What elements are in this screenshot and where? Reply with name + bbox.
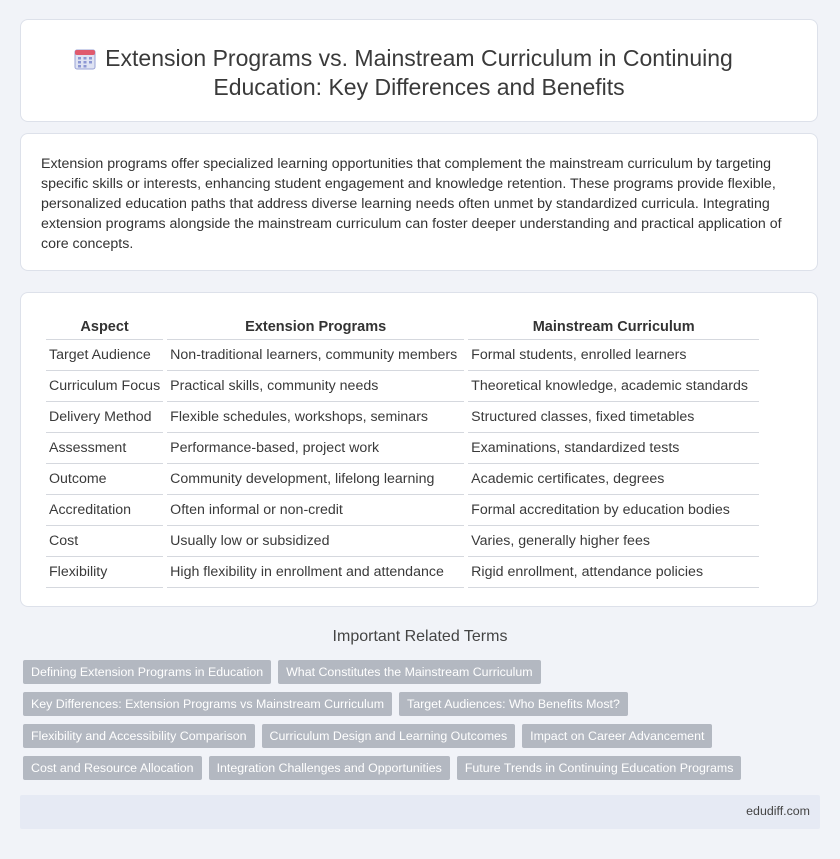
intro-card (20, 133, 818, 271)
table-row (46, 340, 759, 371)
cell-aspect: Accreditation (46, 495, 163, 526)
related-term-link[interactable]: Target Audiences: Who Benefits Most? (399, 692, 628, 716)
cell-aspect: Cost (46, 526, 163, 557)
table-row (46, 557, 759, 588)
cell-extension: Practical skills, community needs (167, 371, 464, 402)
cell-extension: Often informal or non-credit (167, 495, 464, 526)
related-term-link[interactable]: Curriculum Design and Learning Outcomes (262, 724, 516, 748)
tag-row (23, 660, 803, 684)
cell-extension: Performance-based, project work (167, 433, 464, 464)
header-card (20, 19, 818, 122)
comparison-table (42, 315, 763, 588)
related-term-link[interactable]: Flexibility and Accessibility Comparison (23, 724, 255, 748)
related-term-link[interactable]: Defining Extension Programs in Education (23, 660, 271, 684)
cell-extension: Non-traditional learners, community members (167, 340, 464, 371)
cell-aspect: Target Audience (46, 340, 163, 371)
related-terms-tags (23, 660, 803, 788)
table-row (46, 371, 759, 402)
cell-aspect: Delivery Method (46, 402, 163, 433)
header-mainstream-curriculum: Mainstream Curriculum (468, 315, 759, 340)
cell-extension: High flexibility in enrollment and attendance (167, 557, 464, 588)
related-term-link[interactable]: Cost and Resource Allocation (23, 756, 202, 780)
cell-mainstream: Rigid enrollment, attendance policies (468, 557, 759, 588)
cell-mainstream: Examinations, standardized tests (468, 433, 759, 464)
cell-mainstream: Academic certificates, degrees (468, 464, 759, 495)
cell-aspect: Curriculum Focus (46, 371, 163, 402)
cell-mainstream: Structured classes, fixed timetables (468, 402, 759, 433)
related-term-link[interactable]: Future Trends in Continuing Education Programs (457, 756, 742, 780)
header-extension-programs: Extension Programs (167, 315, 464, 340)
cell-aspect: Assessment (46, 433, 163, 464)
related-term-link[interactable]: Integration Challenges and Opportunities (209, 756, 450, 780)
table-row (46, 464, 759, 495)
table-row (46, 495, 759, 526)
cell-aspect: Outcome (46, 464, 163, 495)
intro-paragraph: Extension programs offer specialized learning opportunities that complement the mainstream curriculum by targeting specific skills or interests, enhancing student engagement and knowledge retention. These programs provide flexible, personalized education paths that address diverse learning needs often unmet by standardized curricula. Integrating extension programs alongside the mainstream curriculum can foster deeper understanding and practical application of core concepts. (41, 156, 782, 252)
cell-aspect: Flexibility (46, 557, 163, 588)
comparison-table-card (20, 292, 818, 607)
cell-mainstream: Formal students, enrolled learners (468, 340, 759, 371)
table-header-row (46, 315, 759, 340)
related-terms-heading: Important Related Terms (332, 628, 508, 645)
cell-extension: Usually low or subsidized (167, 526, 464, 557)
cell-mainstream: Formal accreditation by education bodies (468, 495, 759, 526)
cell-extension: Community development, lifelong learning (167, 464, 464, 495)
footer-brand[interactable]: edudiff.com (746, 804, 810, 818)
cell-mainstream: Theoretical knowledge, academic standards (468, 371, 759, 402)
tag-row (23, 756, 803, 780)
table-row (46, 526, 759, 557)
cell-mainstream: Varies, generally higher fees (468, 526, 759, 557)
tag-row (23, 724, 803, 748)
related-term-link[interactable]: What Constitutes the Mainstream Curriculum (278, 660, 541, 684)
table-row (46, 433, 759, 464)
cell-extension: Flexible schedules, workshops, seminars (167, 402, 464, 433)
footer (20, 795, 820, 829)
related-term-link[interactable]: Key Differences: Extension Programs vs Mainstream Curriculum (23, 692, 392, 716)
tag-row (23, 692, 803, 716)
table-row (46, 402, 759, 433)
header-aspect: Aspect (46, 315, 163, 340)
related-term-link[interactable]: Impact on Career Advancement (522, 724, 712, 748)
page-title: Extension Programs vs. Mainstream Curriculum in Continuing Education: Key Differences and Benefits (105, 45, 733, 100)
